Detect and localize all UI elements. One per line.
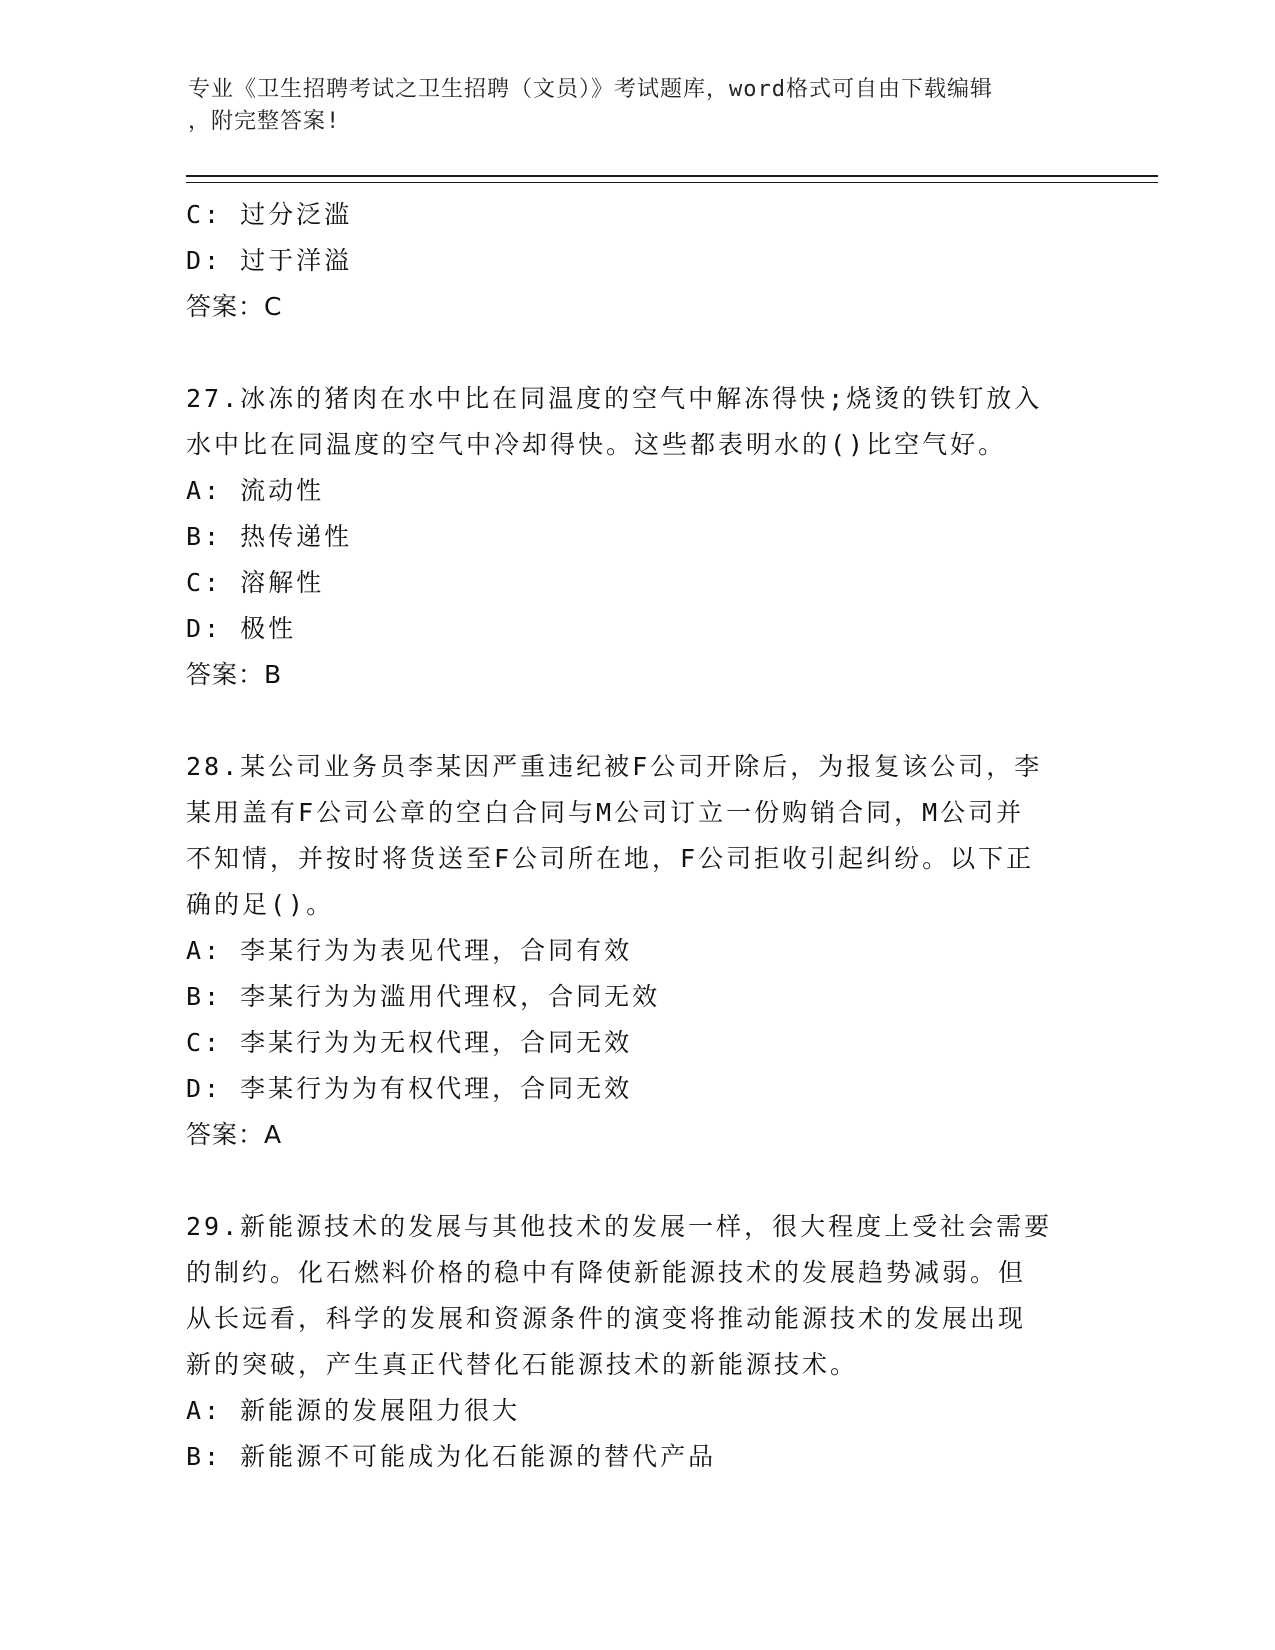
question-29 xyxy=(186,1204,1086,1480)
option-d: D: 过于洋溢 xyxy=(186,246,353,275)
question-26-tail xyxy=(186,192,1086,330)
header-line-2: ，附完整答案! xyxy=(188,109,341,134)
option-c: C: 李某行为为无权代理，合同无效 xyxy=(186,1028,633,1057)
answer-line: 答案：B xyxy=(186,660,283,689)
option-a: A: 流动性 xyxy=(186,476,325,505)
option-c: C: 过分泛滥 xyxy=(186,200,353,229)
question-stem-line: 27.冰冻的猪肉在水中比在同温度的空气中解冻得快;烧烫的铁钉放入 xyxy=(186,384,1043,413)
question-stem-line: 不知情，并按时将货送至F公司所在地，F公司拒收引起纠纷。以下正 xyxy=(186,844,1035,873)
question-stem-line: 29.新能源技术的发展与其他技术的发展一样，很大程度上受社会需要 xyxy=(186,1212,1053,1241)
answer-line: 答案：A xyxy=(186,1120,283,1149)
question-stem-line: 新的突破，产生真正代替化石能源技术的新能源技术。 xyxy=(186,1350,859,1379)
question-stem-line: 水中比在同温度的空气中冷却得快。这些都表明水的()比空气好。 xyxy=(186,430,1007,459)
spacer xyxy=(186,698,1086,744)
option-b: B: 李某行为为滥用代理权，合同无效 xyxy=(186,982,661,1011)
question-stem-line: 的制约。化石燃料价格的稳中有降使新能源技术的发展趋势减弱。但 xyxy=(186,1258,1027,1287)
header-divider xyxy=(186,175,1158,183)
option-d: D: 极性 xyxy=(186,614,297,643)
option-b: B: 新能源不可能成为化石能源的替代产品 xyxy=(186,1442,717,1471)
spacer xyxy=(186,330,1086,376)
document-header xyxy=(188,74,1088,138)
question-stem-line: 从长远看，科学的发展和资源条件的演变将推动能源技术的发展出现 xyxy=(186,1304,1027,1333)
answer-line: 答案：C xyxy=(186,292,283,321)
spacer xyxy=(186,1158,1086,1204)
question-list xyxy=(186,192,1086,1480)
option-a: A: 李某行为为表见代理，合同有效 xyxy=(186,936,633,965)
option-c: C: 溶解性 xyxy=(186,568,325,597)
question-stem-line: 28.某公司业务员李某因严重违纪被F公司开除后，为报复该公司，李 xyxy=(186,752,1043,781)
question-stem-line: 某用盖有F公司公章的空白合同与M公司订立一份购销合同，M公司并 xyxy=(186,798,1025,827)
option-d: D: 李某行为为有权代理，合同无效 xyxy=(186,1074,633,1103)
question-28 xyxy=(186,744,1086,1158)
option-a: A: 新能源的发展阻力很大 xyxy=(186,1396,521,1425)
question-27 xyxy=(186,376,1086,698)
option-b: B: 热传递性 xyxy=(186,522,353,551)
question-stem-line: 确的足()。 xyxy=(186,890,335,919)
header-line-1: 专业《卫生招聘考试之卫生招聘（文员）》考试题库，word格式可自由下载编辑 xyxy=(188,77,993,102)
